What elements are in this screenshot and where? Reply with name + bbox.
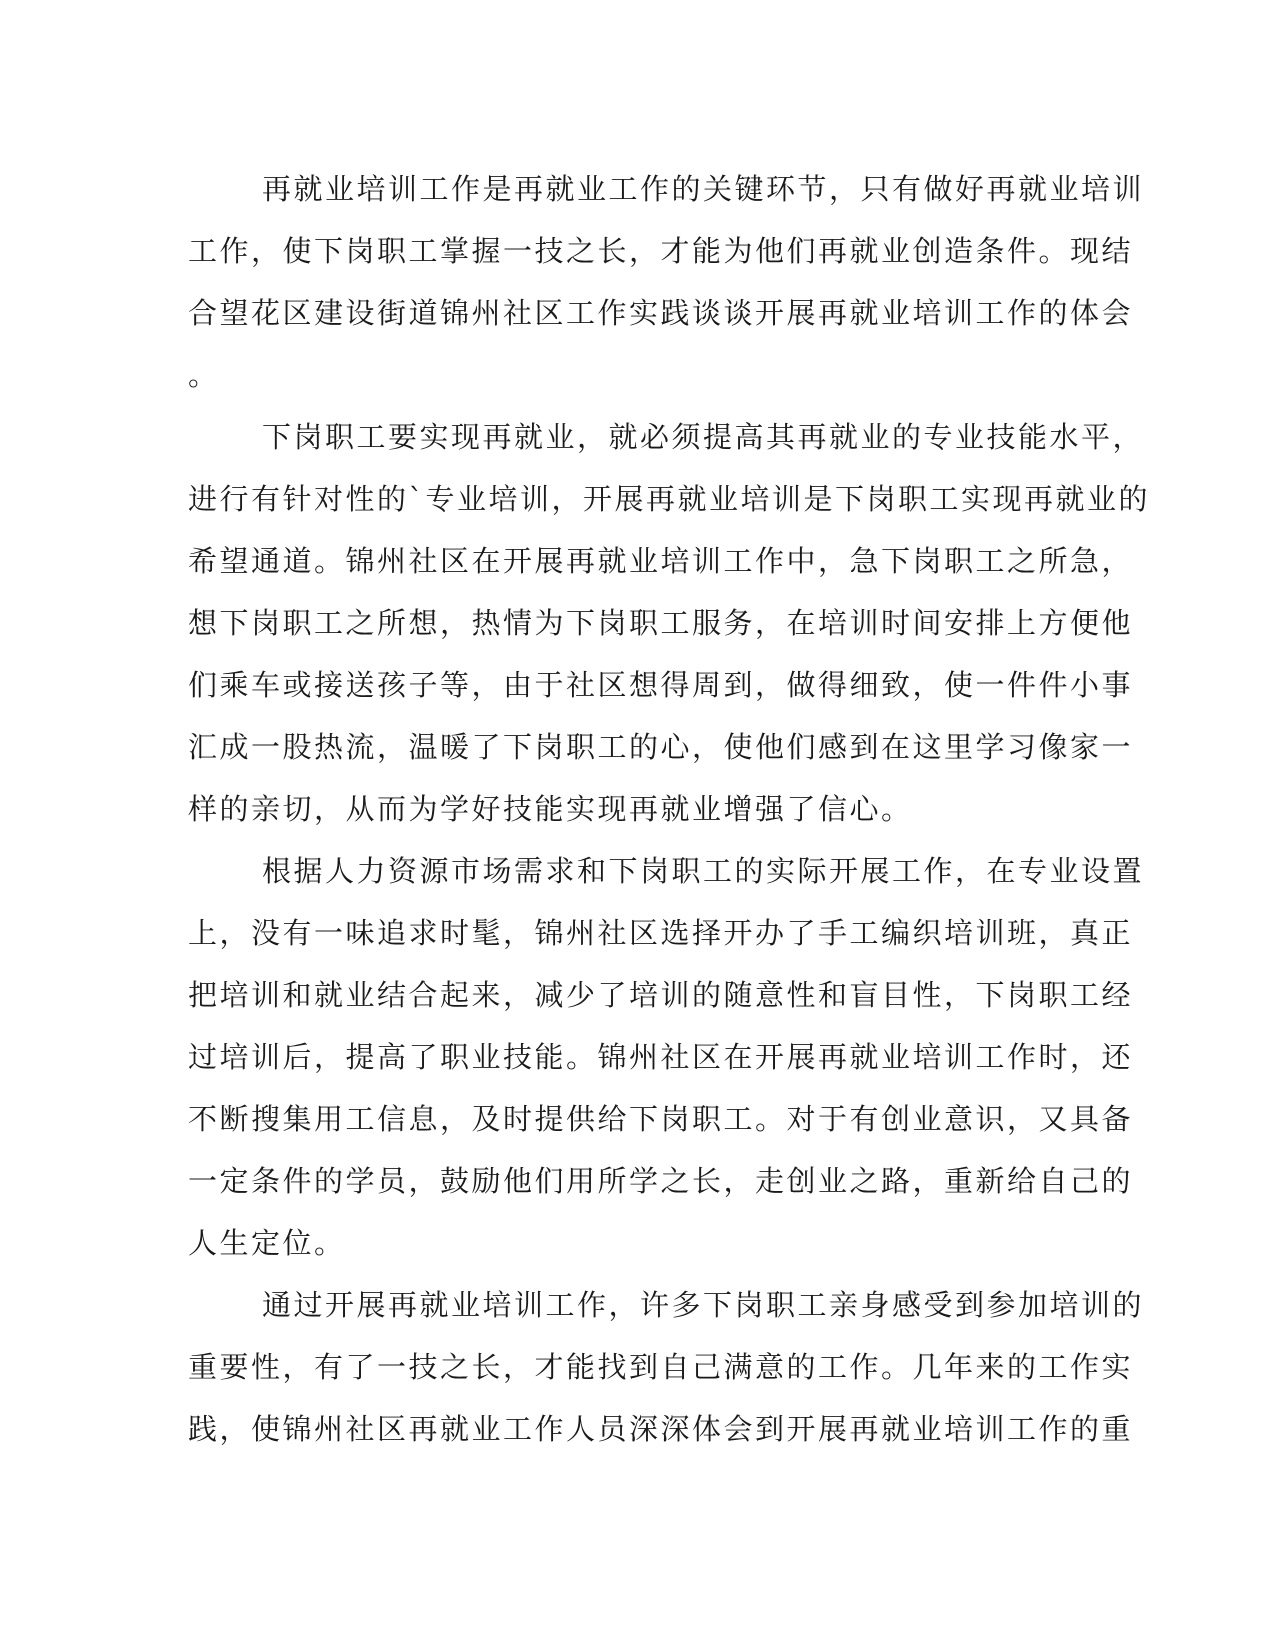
paragraph-line: 把培训和就业结合起来，减少了培训的随意性和盲目性，下岗职工经	[188, 978, 1134, 1012]
paragraph-1	[188, 158, 1145, 406]
paragraph-line: 根据人力资源市场需求和下岗职工的实际开展工作，在专业设置	[262, 854, 1145, 888]
paragraph-line: 践，使锦州社区再就业工作人员深深体会到开展再就业培训工作的重	[188, 1412, 1134, 1446]
paragraph-line: 合望花区建设街道锦州社区工作实践谈谈开展再就业培训工作的体会	[188, 296, 1134, 330]
paragraph-line: 不断搜集用工信息，及时提供给下岗职工。对于有创业意识，又具备	[188, 1102, 1134, 1136]
paragraph-line: 过培训后，提高了职业技能。锦州社区在开展再就业培训工作时，还	[188, 1040, 1134, 1074]
paragraph-line: 汇成一股热流，温暖了下岗职工的心，使他们感到在这里学习像家一	[188, 730, 1134, 764]
paragraph-4	[188, 1274, 1145, 1460]
paragraph-line: 想下岗职工之所想，热情为下岗职工服务，在培训时间安排上方便他	[188, 606, 1134, 640]
paragraph-line: 希望通道。锦州社区在开展再就业培训工作中，急下岗职工之所急，	[188, 544, 1134, 578]
paragraph-line: 通过开展再就业培训工作，许多下岗职工亲身感受到参加培训的	[262, 1288, 1145, 1322]
document-body	[188, 158, 1151, 1460]
paragraph-2	[188, 406, 1151, 840]
paragraph-line: 工作，使下岗职工掌握一技之长，才能为他们再就业创造条件。现结	[188, 234, 1134, 268]
paragraph-line: 们乘车或接送孩子等，由于社区想得周到，做得细致，使一件件小事	[188, 668, 1134, 702]
paragraph-line: 。	[188, 358, 220, 392]
paragraph-line: 再就业培训工作是再就业工作的关键环节，只有做好再就业培训	[262, 172, 1145, 206]
paragraph-line: 上，没有一味追求时髦，锦州社区选择开办了手工编织培训班，真正	[188, 916, 1134, 950]
paragraph-line: 人生定位。	[188, 1226, 346, 1260]
paragraph-line: 进行有针对性的`专业培训，开展再就业培训是下岗职工实现再就业的	[188, 482, 1151, 516]
paragraph-3	[188, 840, 1145, 1274]
paragraph-line: 一定条件的学员，鼓励他们用所学之长，走创业之路，重新给自己的	[188, 1164, 1134, 1198]
paragraph-line: 重要性，有了一技之长，才能找到自己满意的工作。几年来的工作实	[188, 1350, 1134, 1384]
paragraph-line: 样的亲切，从而为学好技能实现再就业增强了信心。	[188, 792, 913, 826]
paragraph-line: 下岗职工要实现再就业，就必须提高其再就业的专业技能水平，	[262, 420, 1145, 454]
